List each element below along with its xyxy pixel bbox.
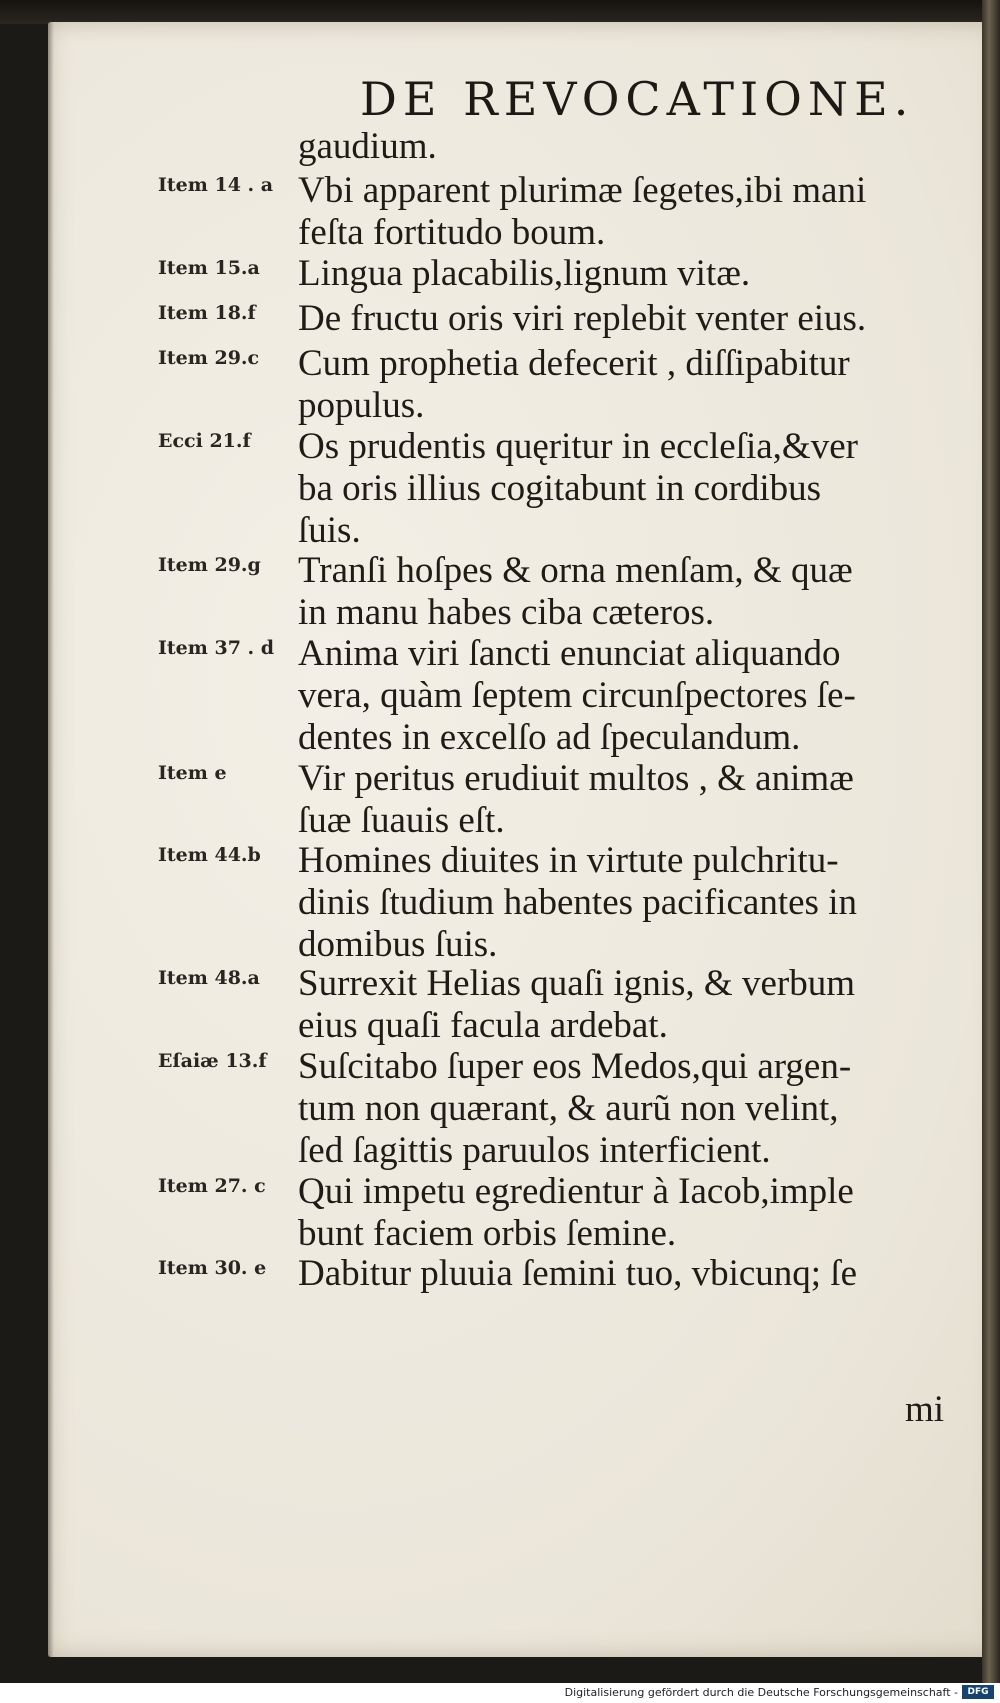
text-line: Suſcitabo ſuper eos Medos,qui argen- [298,1046,852,1087]
text-line: ſed ſagittis paruulos interficient. [298,1130,771,1171]
text-line: gaudium. [298,126,437,167]
text-line: ſuæ ſuauis eſt. [298,800,505,841]
text-line: Qui impetu egredientur à Iacob,imple [298,1171,854,1212]
text-line: Os prudentis quęritur in eccleſia,&ver [298,426,858,467]
margin-reference: Item 29.g [158,554,261,576]
text-line: feſta fortitudo boum. [298,212,606,253]
text-line: tum non quærant, & aurũ non velint, [298,1088,839,1129]
catchword: mi [905,1389,945,1430]
text-line: Vir peritus erudiuit multos , & animæ [298,758,854,799]
text-line: Cum prophetia defecerit , diſſipabitur [298,343,850,384]
margin-reference: Item 44.b [158,844,261,866]
text-line: Tranſi hoſpes & orna menſam, & quæ [298,550,853,591]
margin-reference: Item 48.a [158,967,260,989]
margin-reference: Item 37 . d [158,637,275,659]
text-line: populus. [298,385,425,426]
running-head: DE REVOCATIONE. [360,72,915,126]
text-line: domibus ſuis. [298,924,498,965]
margin-reference: Item 30. e [158,1257,267,1279]
text-line: ſuis. [298,510,361,551]
text-line: dinis ſtudium habentes pacificantes in [298,882,857,923]
text-line: Lingua placabilis,lignum vitæ. [298,253,751,294]
text-line: Homines diuites in virtute pulchritu- [298,840,839,881]
text-line: Anima viri ſancti enunciat aliquando [298,633,841,674]
text-line: ba oris illius cogitabunt in cordibus [298,468,822,509]
margin-reference: Item 18.f [158,302,256,324]
margin-reference: Eſaiæ 13.f [158,1050,267,1072]
funding-credit: Digitalisierung gefördert durch die Deutsche Forschungsgemeinschaft - [564,1686,958,1699]
margin-reference: Item 29.c [158,347,260,369]
margin-reference: Item 27. c [158,1175,266,1197]
text-line: dentes in excelſo ad ſpeculandum. [298,717,801,758]
margin-reference: Item e [158,762,227,784]
dfg-logo: DFG [962,1685,994,1699]
text-line: De fructu oris viri replebit venter eius. [298,298,867,339]
text-line: Surrexit Helias quaſi ignis, & verbum [298,963,855,1004]
text-line: eius quaſi facula ardebat. [298,1005,668,1046]
text-line: vera, quàm ſeptem circunſpectores ſe- [298,675,856,716]
text-line: Dabitur pluuia ſemini tuo, vbicunq; ſe [298,1253,858,1294]
text-line: bunt faciem orbis ſemine. [298,1213,677,1254]
text-line: Vbi apparent plurimæ ſegetes,ibi mani [298,170,867,211]
margin-reference: Item 14 . a [158,174,274,196]
text-line: in manu habes ciba cæteros. [298,592,715,633]
margin-reference: Item 15.a [158,257,260,279]
margin-reference: Ecci 21.f [158,430,251,452]
